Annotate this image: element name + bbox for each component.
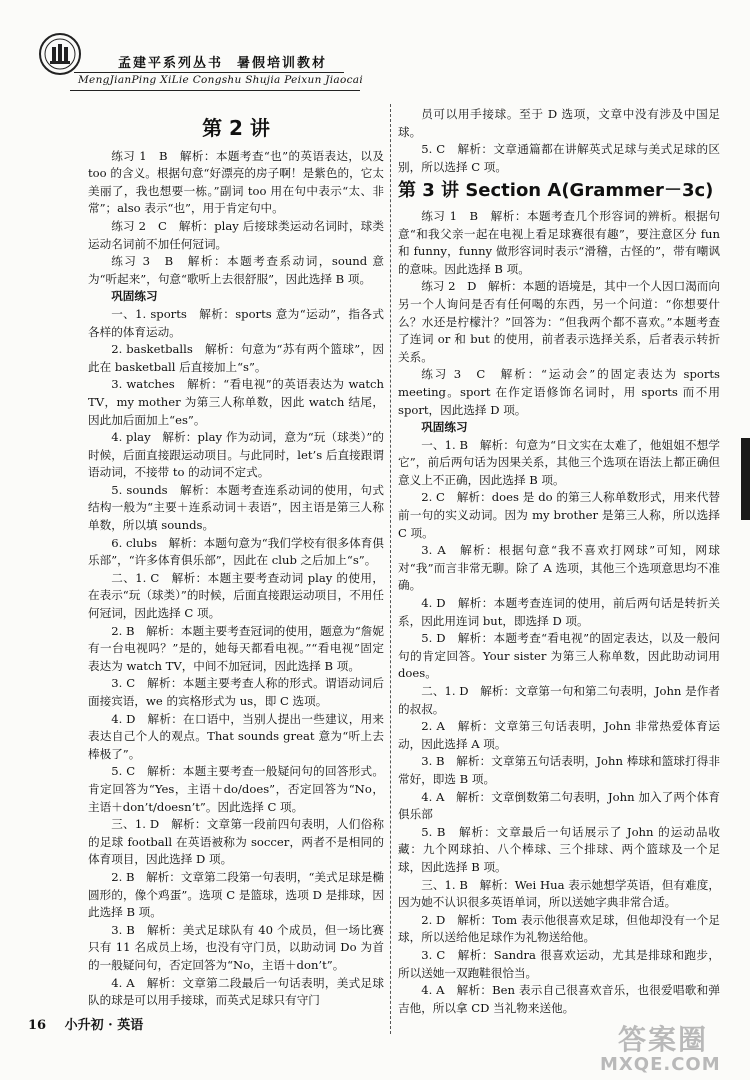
answer-paragraph: 2. B 解析：本题主要考查冠词的使用，题意为“詹妮有一台电视吗？”是的，她每天都看电视。”“看电视”固定表达为 watch TV，中间不加冠词，因此选择 B 项。: [88, 623, 384, 673]
answer-paragraph: 练习 3 C 解析：“运动会”的固定表达为 sports meeting。sport 在作定语修饰名词时，用 sports 而不用 sport，因此选择 D 项。: [398, 367, 720, 417]
answer-paragraph: 4. D 解析：本题考查连词的使用，前后两句话是转折关系，因此用连词 but，即选择 D 项。: [398, 596, 720, 628]
answer-paragraph: 一、1. sports 解析：sports 意为“运动”，指各式各样的体育运动。: [88, 306, 384, 339]
answer-paragraph: 2. basketballs 解析：句意为“苏有两个篮球”，因此在 basketball 后直接加上“s”。: [88, 342, 384, 374]
answer-paragraph: 二、1. C 解析：本题主要考查动词 play 的使用，在表示“玩（球类）”的时候，后面直接跟运动项目，不用任何冠词，因此选择 C 项。: [88, 570, 384, 621]
section-title: 第 3 讲 Section A(Grammer－3c): [398, 180, 714, 202]
answer-paragraph: 3. C 解析：Sandra 很喜欢运动，尤其是排球和跑步，所以送她一双跑鞋很恰当。: [398, 947, 720, 980]
page-header: [30, 32, 364, 104]
answer-paragraph: 3. A 解析：根据句意“我不喜欢打网球”可知，网球对“我”而言非常无聊。除了 A 选项，其他三个选项意思均不准确。: [398, 543, 720, 593]
answer-paragraph: 2. A 解析：文章第三句话表明，John 非常热爱体育运动，因此选择 A 项。: [398, 719, 720, 751]
left-paragraphs: [88, 148, 384, 1010]
watermark: [600, 1018, 740, 1074]
answer-paragraph: 3. B 解析：文章第五句话表明，John 棒球和篮球打得非常好，即选 B 项。: [398, 754, 720, 786]
answer-paragraph: 2. B 解析：文章第二段第一句表明，“美式足球是椭圆形的，像个鸡蛋”。选项 C 是篮球，选项 D 是排球，因此选择 B 项。: [88, 869, 384, 920]
answer-paragraph: 练习 1 B 解析：本题考查几个形容词的辨析。根据句意“和我父亲一起在电视上看足球赛很有趣”，要注意区分 fun 和 funny，funny 做形容词时表示“滑稽，古怪的”，带有嘲讽的意味。因此选择 B 项。: [398, 208, 720, 276]
watermark-url: MXQE.COM: [600, 1054, 721, 1075]
left-column: [88, 112, 384, 1010]
answer-paragraph: 练习 3 B 解析：本题考查系动词，sound 意为“听起来”，句意“歌听上去很舒服”，因此选择 B 项。: [88, 254, 384, 286]
answer-paragraph: 3. C 解析：本题主要考查人称的形式。谓语动词后面接宾语，we 的宾格形式为 us，即 C 选项。: [88, 676, 384, 708]
answer-paragraph: 练习 2 C 解析：play 后接球类运动名词时，球类运动名词前不加任何冠词。: [88, 218, 384, 251]
header-rule-bottom: [70, 90, 360, 91]
answer-paragraph: 2. C 解析：does 是 do 的第三人称单数形式，用来代替前一句的实义动词。因为 my brother 是第三人称，所以选择 C 项。: [398, 490, 720, 540]
answer-paragraph: 三、1. B 解析：Wei Hua 表示她想学英语，但有难度，因为她不认识很多英语单词，所以送她字典非常合适。: [398, 877, 720, 910]
subheading: 巩固练习: [421, 420, 468, 435]
answer-paragraph: 练习 2 D 解析：本题的语境是，其中一个人因口渴而向另一个人询问是否有任何喝的东西，另一个问道：“你想要什么？水还是柠檬汁？”回答为：“但我两个都不喜欢。”本题考查了连词 or 和 but 的使用，前者表示选择关系，后者表示转折关系。: [398, 279, 720, 364]
answer-paragraph: 3. B 解析：美式足球队有 40 个成员，但一场比赛只有 11 名成员上场，也没有守门员，以助动词 Do 为首的一般疑问句，否定回答为“No，主语＋don’t”。: [88, 922, 384, 972]
watermark-text: 答案圈: [618, 1023, 709, 1056]
answer-paragraph: 5. sounds 解析：本题考查连系动词的使用，句式结构一般为“主要＋连系动词＋表语”，因主语是第三人称单数，所以填 sounds。: [88, 482, 384, 533]
right-column: [398, 106, 720, 1017]
answer-paragraph: 4. A 解析：文章倒数第二句表明，John 加入了两个体育俱乐部: [398, 789, 720, 822]
book-name: 小升初: [64, 1018, 104, 1033]
answer-paragraph: 5. C 解析：文章通篇都在讲解英式足球与美式足球的区别，所以选择 C 项。: [398, 142, 720, 174]
right-paragraphs: [398, 208, 720, 1017]
answer-paragraph: 3. watches 解析：“看电视”的英语表达为 watch TV，my mother 为第三人称单数，因此 watch 结尾，因此加后面加上“es”。: [88, 377, 384, 427]
subject-name: 英语: [117, 1018, 144, 1033]
answer-paragraph: 二、1. D 解析：文章第一句和第二句表明，John 是作者的叔叔。: [398, 684, 720, 716]
page-number: 16: [28, 1018, 47, 1033]
side-thumb-tab: [741, 438, 750, 520]
answer-paragraph: 4. A 解析：Ben 表示自己很喜欢音乐，也很爱唱歌和弹吉他，所以拿 CD 当礼物来送他。: [398, 983, 720, 1015]
right-top-paragraphs: [398, 106, 720, 176]
answer-paragraph: 4. D 解析：在口语中，当别人提出一些建议，用来表达自己个人的观点。That sounds great 意为“听上去棒极了”。: [88, 711, 384, 761]
answer-paragraph: 5. C 解析：本题主要考查一般疑问句的回答形式。肯定回答为“Yes，主语＋do/does”，否定回答为“No，主语＋don’t/doesn’t”。因此选择 C 项。: [88, 764, 384, 814]
answer-paragraph: 2. D 解析：Tom 表示他很喜欢足球，但他却没有一个足球，所以送给他足球作为礼物送给他。: [398, 912, 720, 945]
column-divider: [390, 104, 391, 1034]
answer-paragraph: 6. clubs 解析：本题句意为“我们学校有很多体育俱乐部”，“许多体育俱乐部”，因此在 club 之后加上“s”。: [88, 535, 384, 568]
answer-paragraph: 4. A 解析：文章第二段最后一句话表明，美式足球队的球是可以用手接球，而英式足球只有守门: [88, 975, 384, 1008]
answer-paragraph: 练习 1 B 解析：本题考查“也”的英语表达，以及 too 的含义。根据句意“好漂亮的房子啊！是紫色的，它太美丽了，我也想要一栋。”副词 too 用在句中表示“太、非常”；also 表示“也”，用于肯定句中。: [88, 148, 384, 216]
answer-paragraph: 员可以用手接球。至于 D 选项，文章中没有涉及中国足球。: [398, 107, 720, 139]
subseries-name: 暑假培训教材: [237, 56, 328, 71]
series-pinyin: MengJianPing XiLie Congshu Shujia Peixun Jiaocai: [78, 74, 364, 86]
series-name: 孟建平系列丛书: [118, 56, 224, 71]
subheading: 巩固练习: [111, 289, 158, 304]
page-footer: [28, 1014, 143, 1033]
answer-paragraph: 4. play 解析：play 作为动词，意为“玩（球类）”的时候，后面直接跟运动项目。与此同时，let’s 后直接跟谓语动词，不接带 to 的动词不定式。: [88, 430, 384, 480]
publisher-logo-icon: [38, 32, 82, 76]
header-rule: [74, 72, 344, 73]
answer-paragraph: 三、1. D 解析：文章第一段前四句表明，人们俗称的足球 football 在英语被称为 soccer，两者不是相同的体育项目，因此选择 D 项。: [88, 817, 384, 867]
answer-paragraph: 5. B 解析：文章最后一句话展示了 John 的运动品收藏：九个网球拍、八个棒球、三个排球、两个篮球及一个足球，因此选择 B 项。: [398, 824, 720, 874]
answer-paragraph: 一、1. B 解析：句意为“日文实在太难了，他姐姐不想学它”，前后两句话为因果关系，其他三个选项在语法上都正确但意义上不正确，因此选择 B 项。: [398, 437, 720, 487]
footer-dot: ·: [108, 1018, 113, 1033]
answer-paragraph: 5. D 解析：本题考查“看电视”的固定表达，以及一般问句的肯定回答。Your sister 为第三人称单数，因此助动词用 does。: [398, 631, 720, 681]
lecture-title: 第 2 讲: [202, 116, 270, 140]
series-title: [118, 52, 327, 71]
